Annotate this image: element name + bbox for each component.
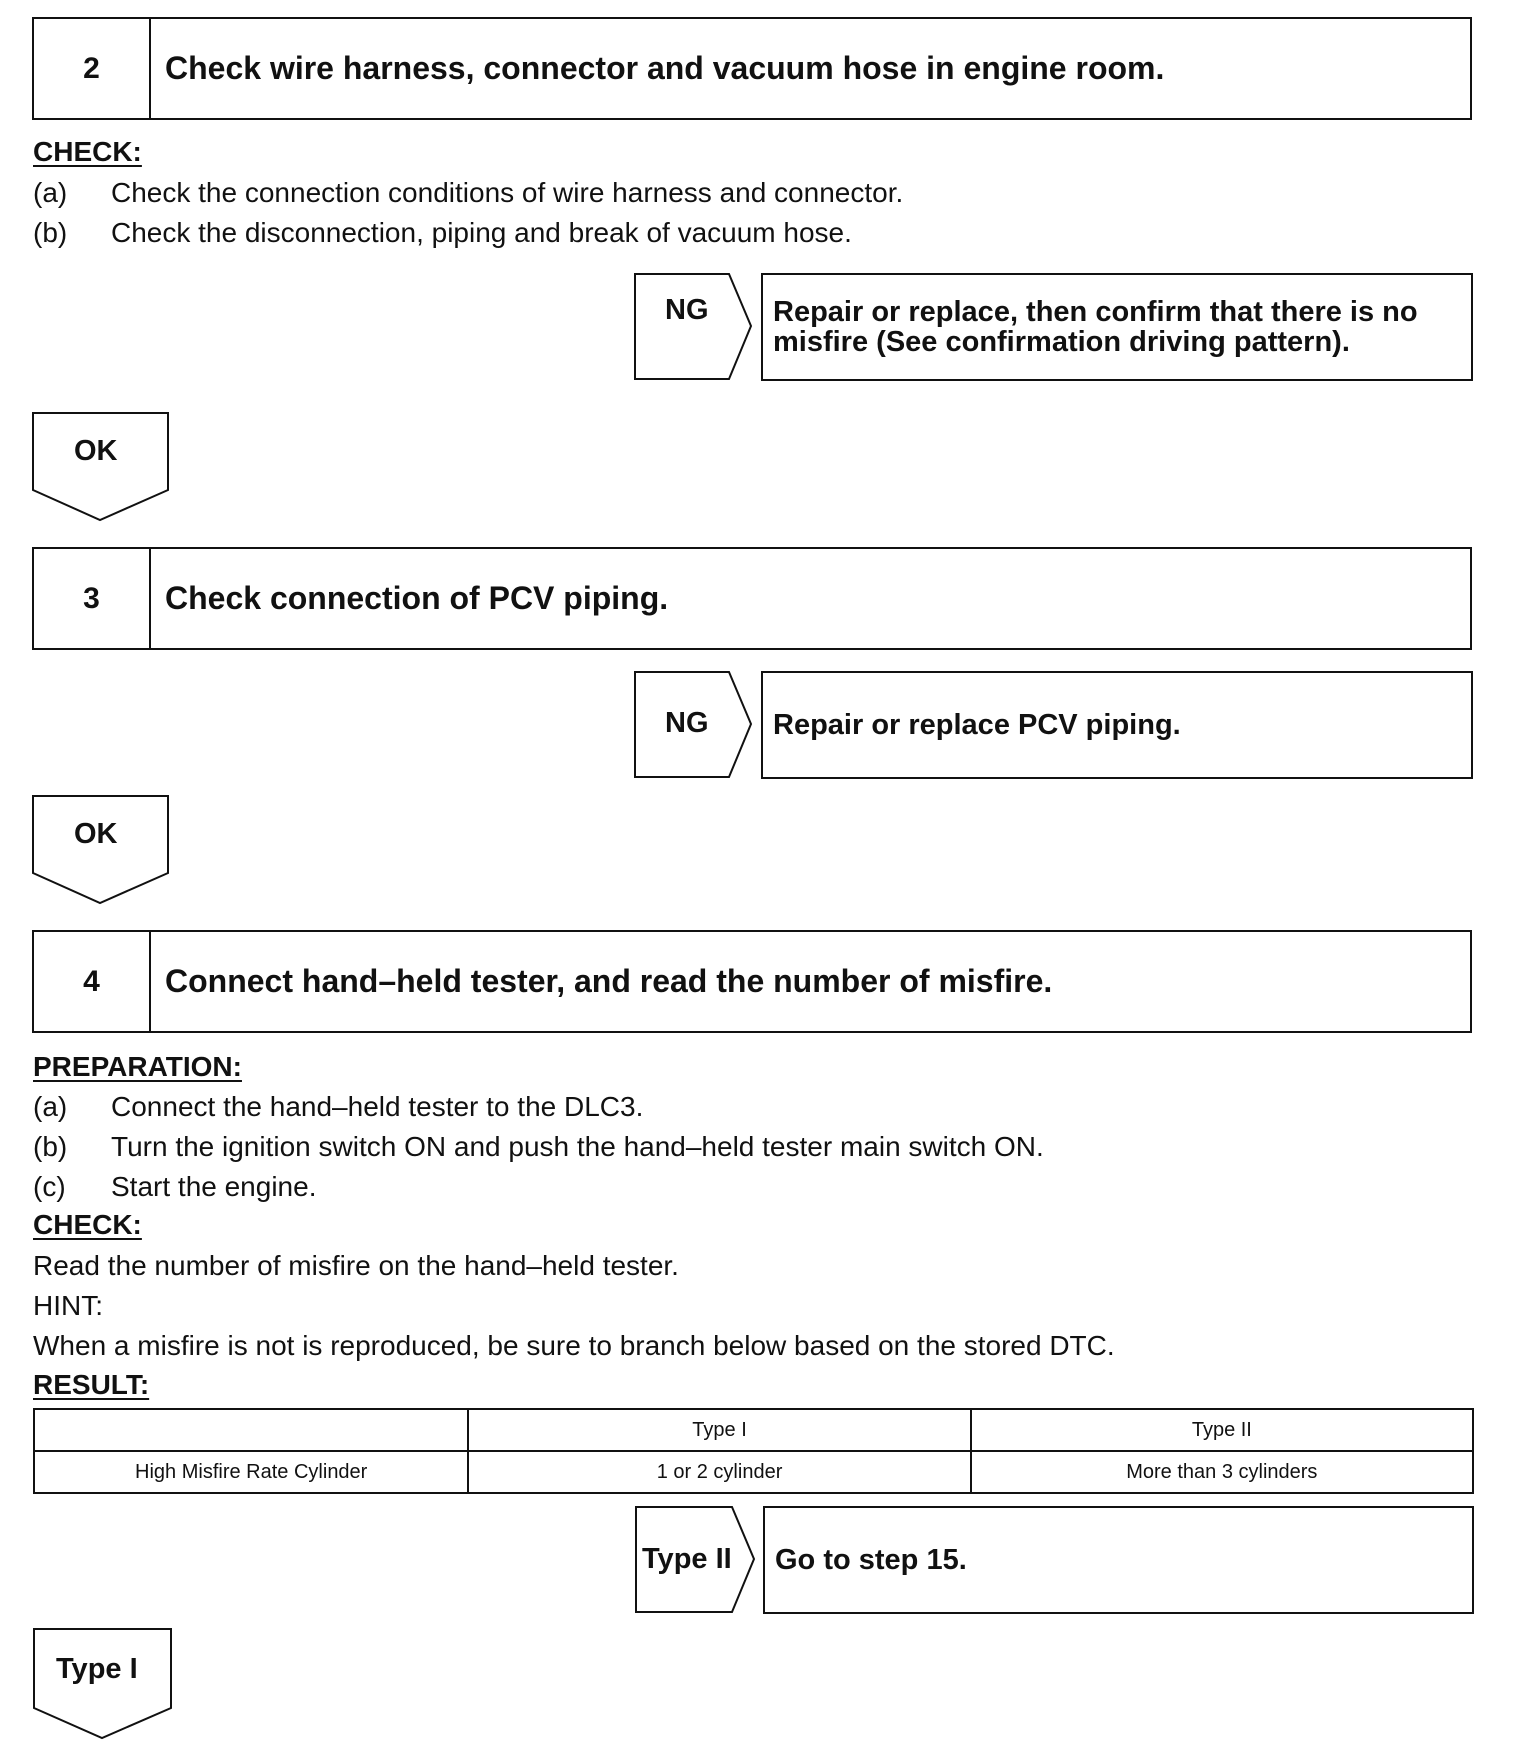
table-cell: More than 3 cylinders [971, 1451, 1473, 1493]
ok-label: OK [74, 818, 118, 850]
table-cell: 1 or 2 cylinder [468, 1451, 970, 1493]
table-header-cell: Type I [468, 1409, 970, 1451]
hint-text: When a misfire is not is reproduced, be sure to branch below based on the stored DTC. [33, 1330, 1115, 1361]
table-header-row [34, 1409, 1473, 1451]
ng-label: NG [665, 294, 709, 326]
list-item [33, 177, 903, 209]
list-item [33, 217, 852, 249]
ng-label: NG [665, 707, 709, 739]
ng-action-text: Repair or replace PCV piping. [773, 708, 1181, 741]
step-number: 2 [34, 19, 151, 118]
table-row [34, 1451, 1473, 1493]
branch-action-text: Go to step 15. [775, 1543, 967, 1576]
item-label: (a) [33, 177, 68, 208]
result-label: RESULT: [33, 1369, 150, 1400]
step-3-header [32, 547, 1472, 650]
item-text: Check the disconnection, piping and break of vacuum hose. [111, 217, 852, 248]
check-label: CHECK: [33, 1209, 142, 1240]
item-label: (b) [33, 217, 68, 248]
step-4-header [32, 930, 1472, 1033]
check-label: CHECK: [33, 136, 142, 167]
list-item [33, 1131, 1044, 1163]
ng-action-line: misfire (See confirmation driving pattern). [773, 326, 1350, 358]
table-header-cell [34, 1409, 468, 1451]
item-label: (b) [33, 1131, 68, 1162]
result-table [33, 1408, 1474, 1494]
ng-action-line: Repair or replace, then confirm that there is no [773, 296, 1418, 328]
step-number: 4 [34, 932, 151, 1031]
branch-action-box [763, 1506, 1474, 1614]
ng-arrow-icon [634, 273, 754, 381]
step-title: Check connection of PCV piping. [165, 580, 669, 616]
check-text: Read the number of misfire on the hand–held tester. [33, 1250, 679, 1281]
preparation-label: PREPARATION: [33, 1051, 242, 1082]
item-text: Connect the hand–held tester to the DLC3. [111, 1091, 644, 1122]
list-item [33, 1091, 643, 1123]
table-cell: High Misfire Rate Cylinder [34, 1451, 468, 1493]
type-i-label: Type I [56, 1653, 138, 1685]
hint-label: HINT: [33, 1290, 103, 1321]
item-label: (c) [33, 1171, 66, 1202]
table-header-cell: Type II [971, 1409, 1473, 1451]
step-number: 3 [34, 549, 151, 648]
list-item [33, 1171, 316, 1203]
ok-label: OK [74, 435, 118, 467]
step-2-header [32, 17, 1472, 120]
item-label: (a) [33, 1091, 68, 1122]
ng-action-box [761, 671, 1473, 779]
step-title: Connect hand–held tester, and read the number of misfire. [165, 963, 1053, 999]
item-text: Check the connection conditions of wire harness and connector. [111, 177, 904, 208]
step-title: Check wire harness, connector and vacuum hose in engine room. [165, 50, 1165, 86]
item-text: Turn the ignition switch ON and push the hand–held tester main switch ON. [111, 1131, 1044, 1162]
branch-label: Type II [642, 1543, 732, 1575]
item-text: Start the engine. [111, 1171, 317, 1202]
ng-action-box [761, 273, 1473, 381]
